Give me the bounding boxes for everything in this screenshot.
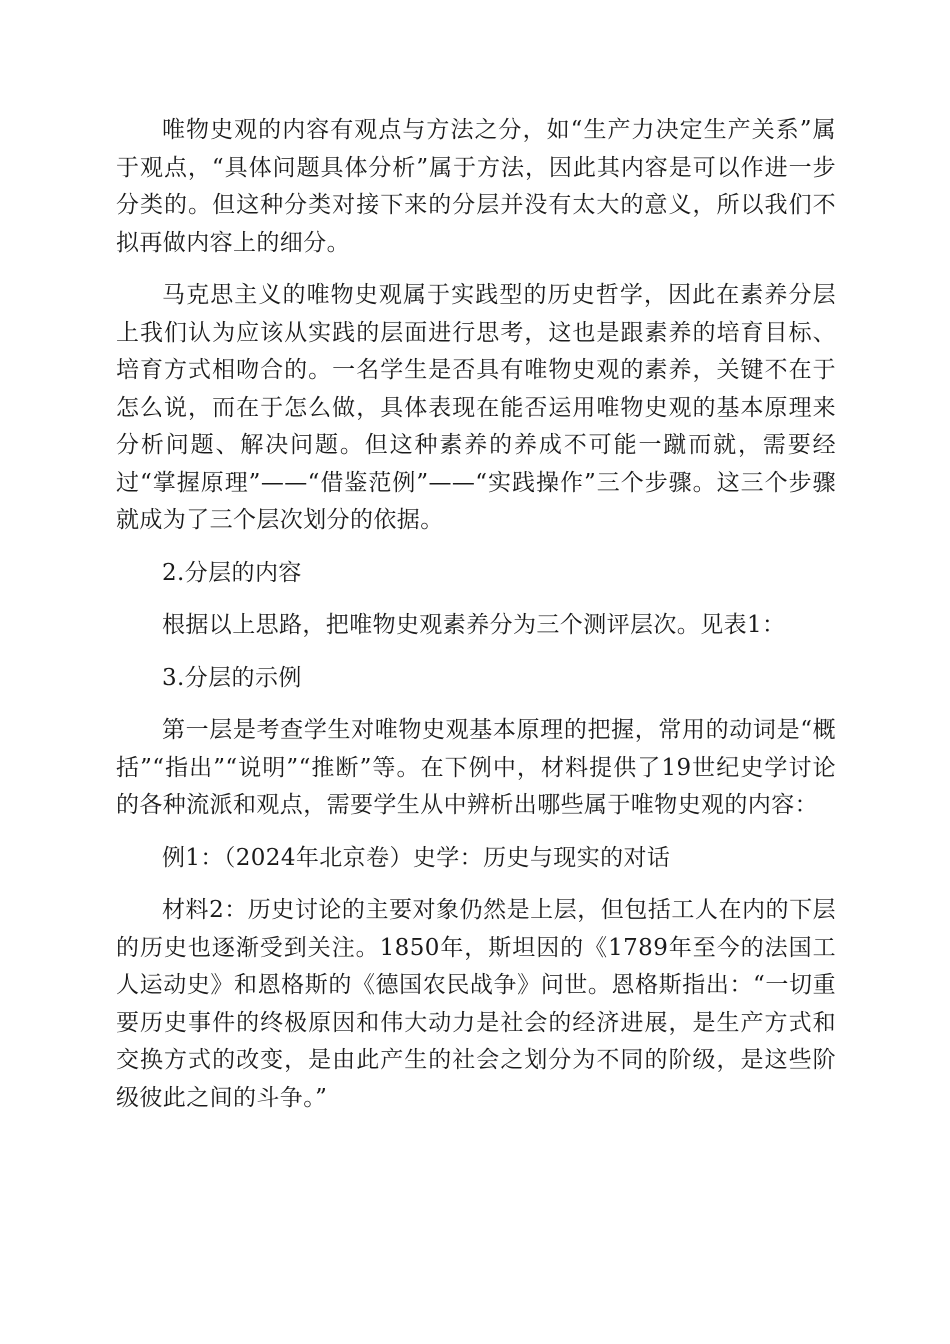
paragraph-table-reference: 根据以上思路，把唯物史观素养分为三个测评层次。见表1： <box>162 612 786 638</box>
section-heading-layer-content: 2.分层的内容 <box>162 559 302 586</box>
example-title: 例1：（2024年北京卷）史学：历史与现实的对话 <box>162 844 671 871</box>
paragraph-first-layer: 第一层是考查学生对唯物史观基本原理的把握，常用的动词是“概括”“指出”“说明”“推断”等。在下例中，材料提供了19世纪史学讨论的各种流派和观点，需要学生从中辨析出哪些属于唯物史观的内容： <box>116 717 836 818</box>
document-body <box>116 112 836 1132</box>
paragraph-content-classification: 唯物史观的内容有观点与方法之分，如“生产力决定生产关系”属于观点，“具体问题具体分析”属于方法，因此其内容是可以作进一步分类的。但这种分类对接下来的分层并没有太大的意义，所以我们不拟再做内容上的细分。 <box>116 117 836 256</box>
paragraph-material-2: 材料2：历史讨论的主要对象仍然是上层，但包括工人在内的下层的历史也逐渐受到关注。1850年，斯坦因的《1789年至今的法国工人运动史》和恩格斯的《德国农民战争》问世。恩格斯指出：“一切重要历史事件的终极原因和伟大动力是社会的经济进展，是生产方式和交换方式的改变，是由此产生的社会之划分为不同的阶级，是这些阶级彼此之间的斗争。” <box>116 897 836 1111</box>
section-heading-layer-examples: 3.分层的示例 <box>162 664 302 691</box>
paragraph-practice-levels: 马克思主义的唯物史观属于实践型的历史哲学，因此在素养分层上我们认为应该从实践的层面进行思考，这也是跟素养的培育目标、培育方式相吻合的。一名学生是否具有唯物史观的素养，关键不在于怎么说，而在于怎么做，具体表现在能否运用唯物史观的基本原理来分析问题、解决问题。但这种素养的养成不可能一蹴而就，需要经过“掌握原理”——“借鉴范例”——“实践操作”三个步骤。这三个步骤就成为了三个层次划分的依据。 <box>116 282 836 533</box>
